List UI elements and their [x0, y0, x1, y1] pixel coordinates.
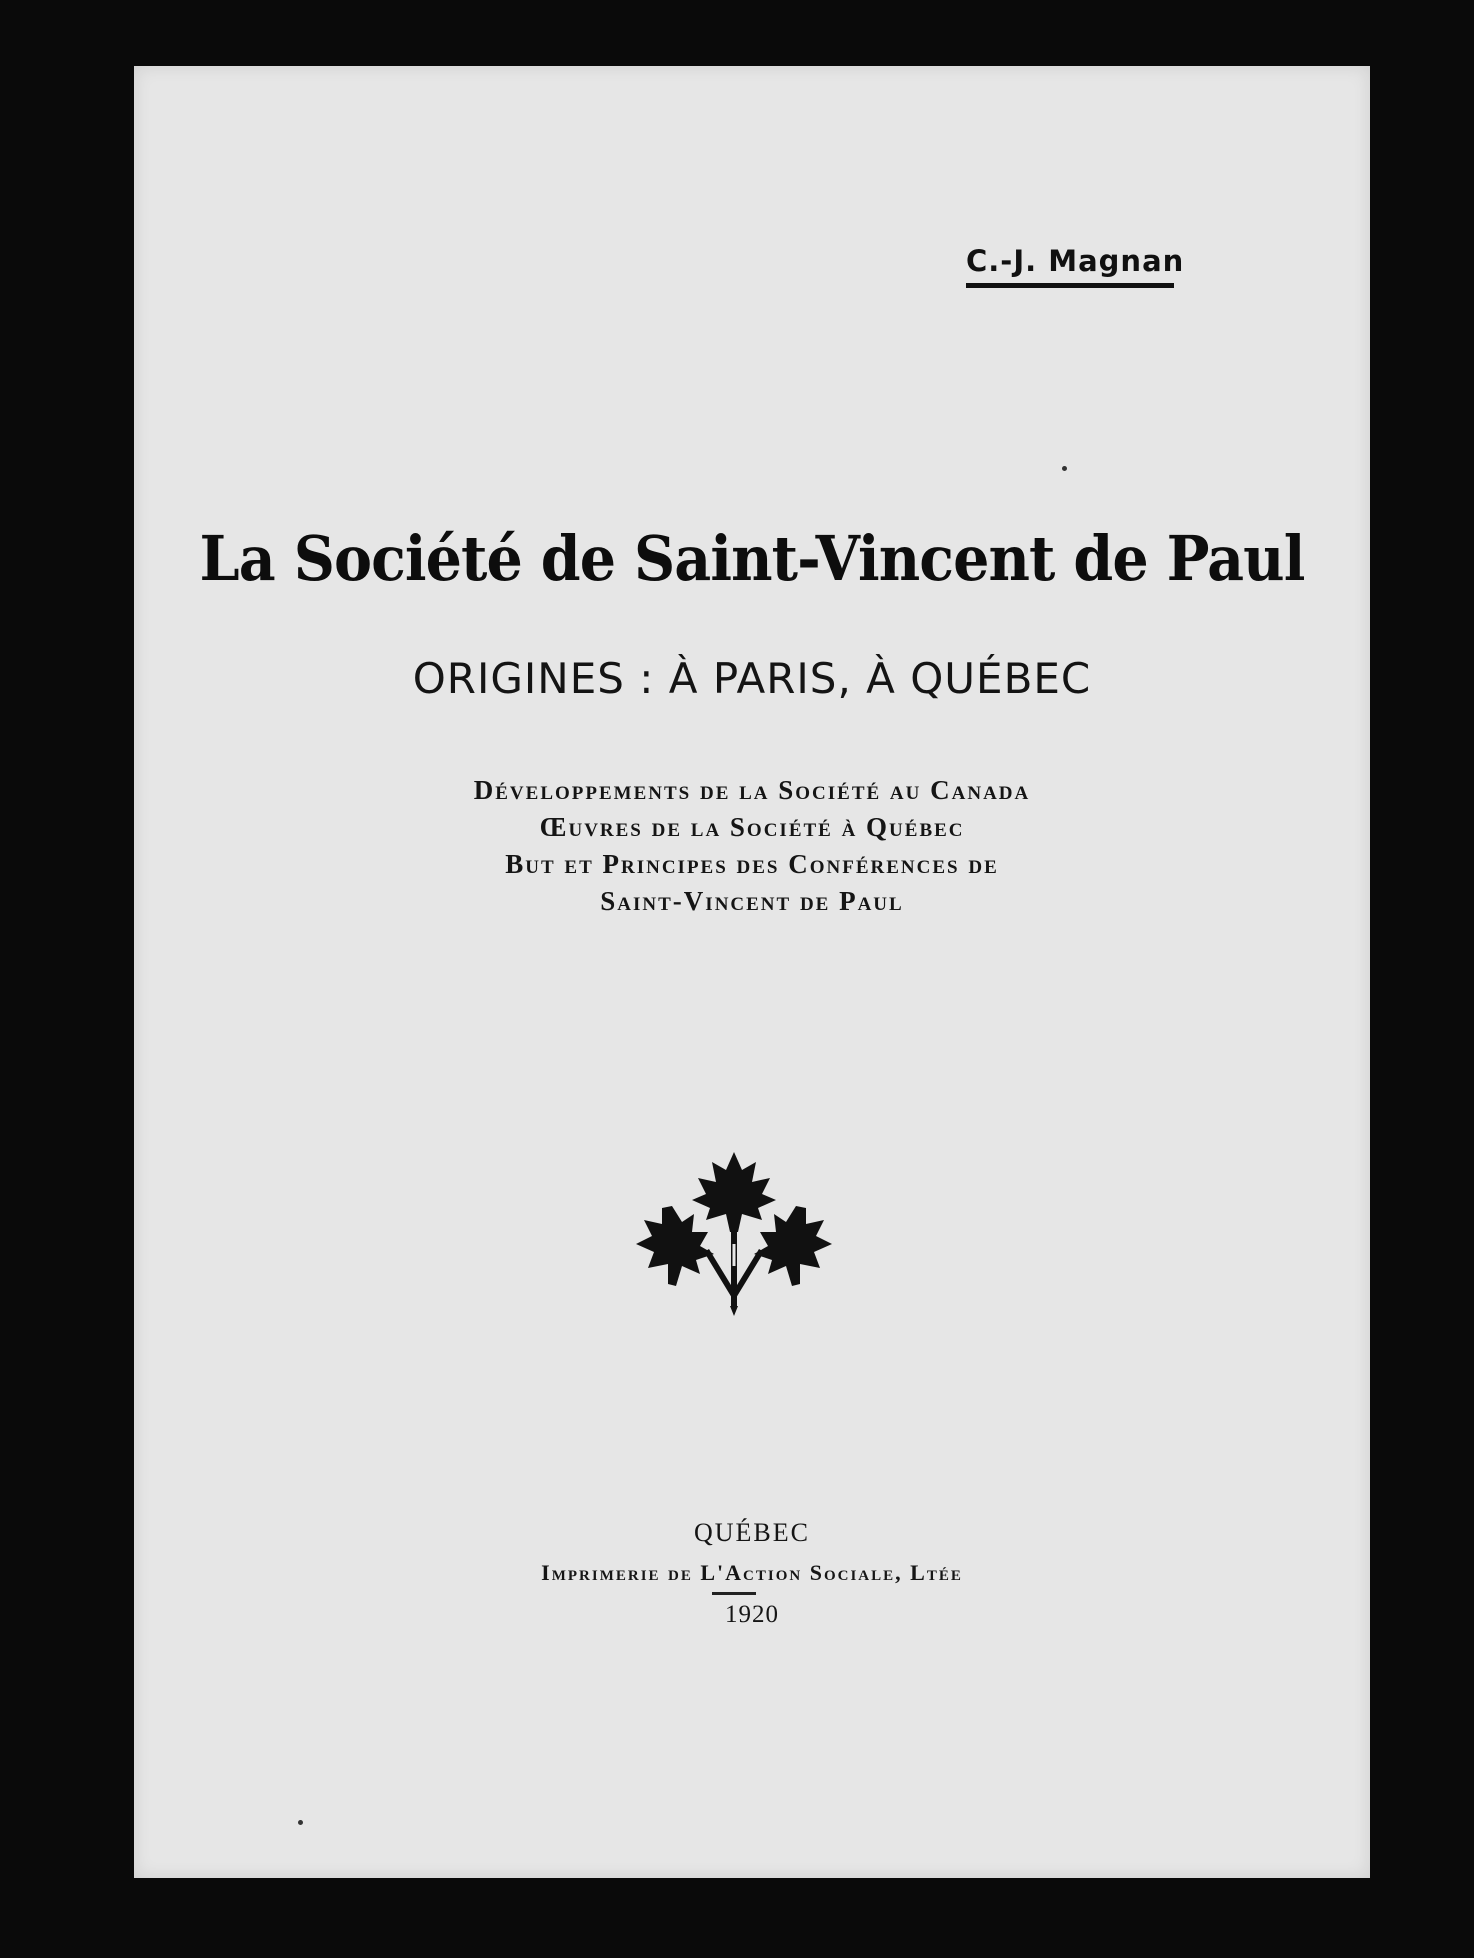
publication-city: QUÉBEC	[694, 1518, 810, 1547]
book-title: La Société de Saint-Vincent de Paul	[199, 522, 1305, 595]
book-subtitle: ORIGINES : À PARIS, À QUÉBEC	[412, 654, 1092, 703]
publication-year: 1920	[725, 1601, 779, 1628]
maple-leaves-ornament-icon	[634, 1148, 834, 1316]
author-name: C.-J. Magnan	[966, 244, 1185, 278]
contents-list	[134, 772, 1370, 920]
author-underline	[966, 283, 1174, 288]
contents-line: But et Principes des Conférences de	[505, 849, 999, 879]
print-speck	[1062, 466, 1067, 471]
contents-line: Saint-Vincent de Paul	[600, 886, 904, 916]
year-divider	[712, 1592, 756, 1595]
contents-line: Développements de la Société au Canada	[473, 775, 1031, 805]
contents-line: Œuvres de la Société à Québec	[539, 812, 965, 842]
publisher-name: Imprimerie de L'Action Sociale, Ltée	[541, 1560, 963, 1585]
print-speck	[298, 1820, 303, 1825]
